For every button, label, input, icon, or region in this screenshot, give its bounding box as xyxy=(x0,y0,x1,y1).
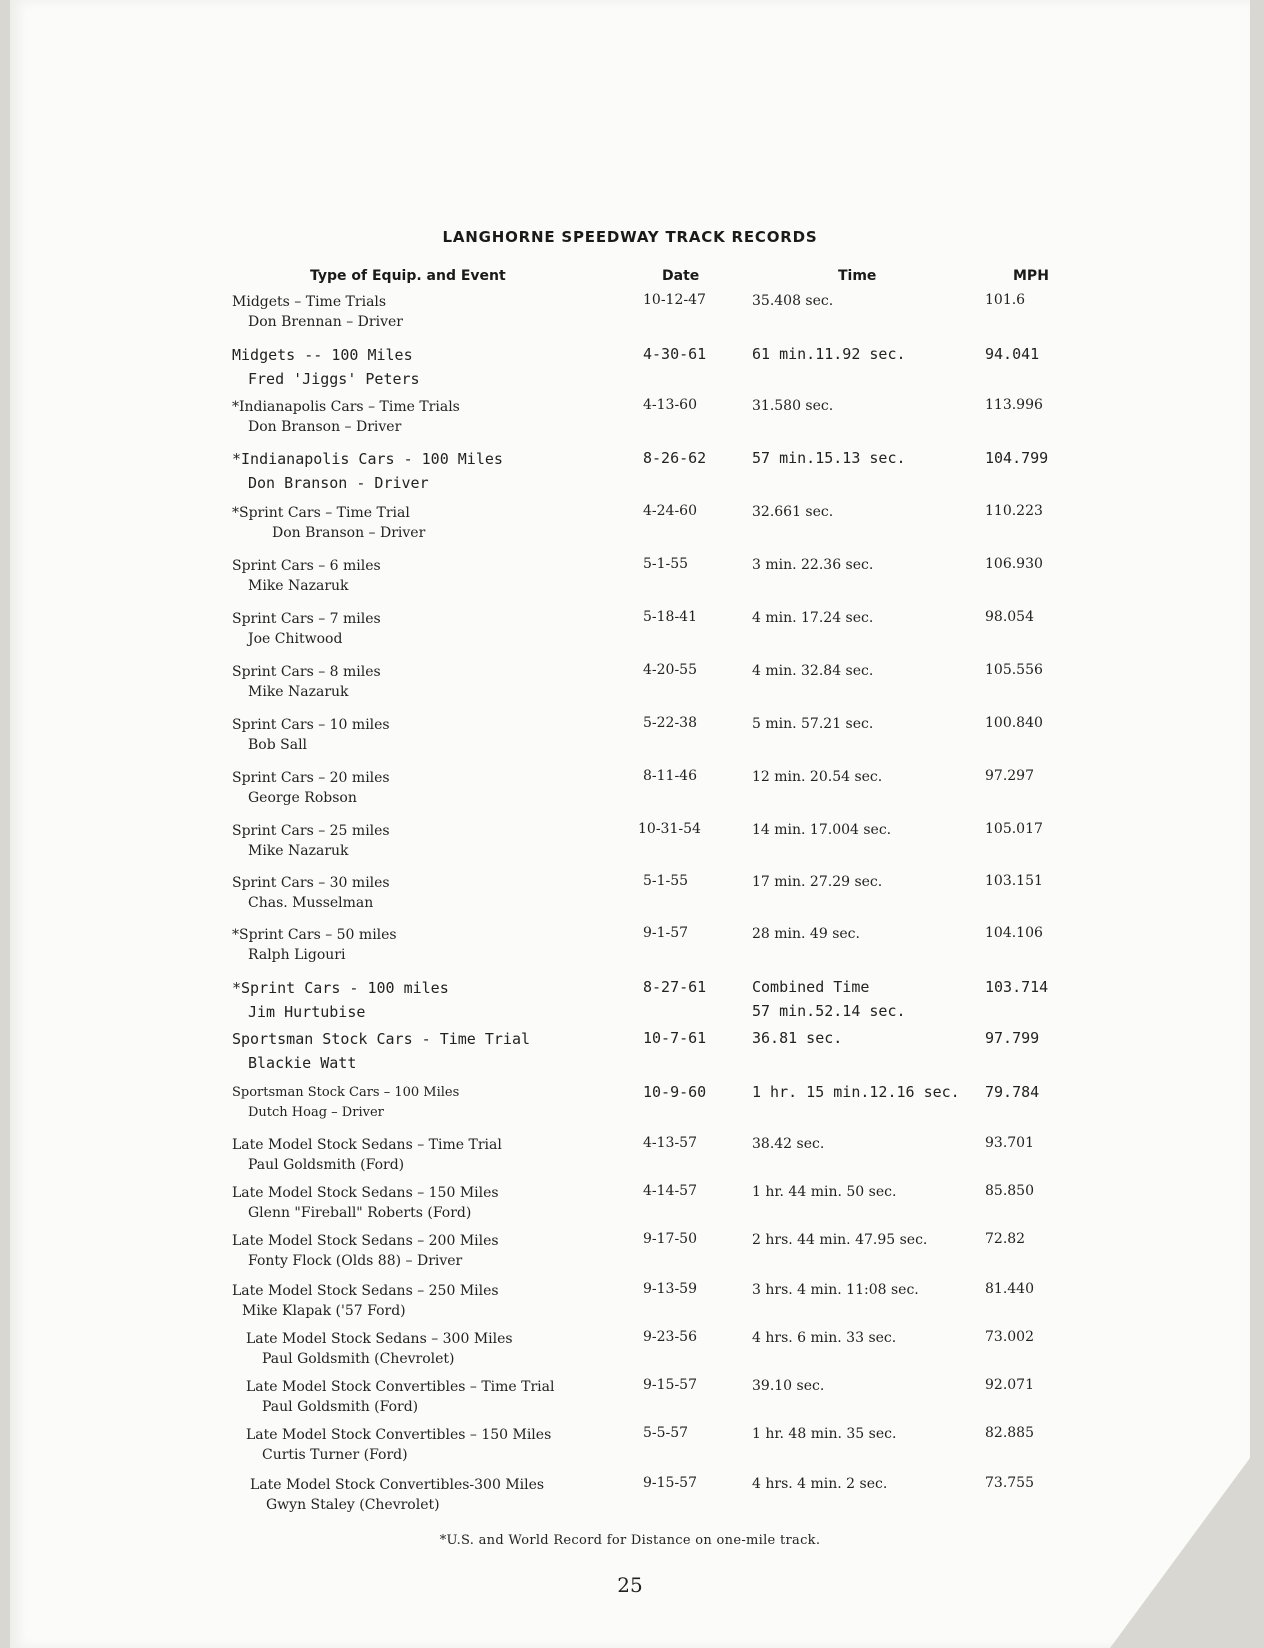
record-time xyxy=(752,765,882,789)
record-time-line: 4 hrs. 4 min. 2 sec. xyxy=(752,1476,888,1492)
record-driver: Fred 'Jiggs' Peters xyxy=(248,370,420,388)
record-driver: Don Brennan – Driver xyxy=(248,314,403,330)
record-time-line: 4 min. 32.84 sec. xyxy=(752,663,874,679)
record-date: 9-15-57 xyxy=(643,1475,697,1491)
record-row xyxy=(10,1377,1250,1425)
record-time xyxy=(752,1228,927,1252)
record-mph: 85.850 xyxy=(985,1183,1034,1199)
record-mph: 103.151 xyxy=(985,873,1043,889)
record-event-name: Late Model Stock Sedans – 300 Miles xyxy=(246,1331,513,1347)
record-date: 9-23-56 xyxy=(643,1329,697,1345)
record-date: 10-9-60 xyxy=(643,1083,707,1101)
record-mph: 93.701 xyxy=(985,1135,1034,1151)
footnote: *U.S. and World Record for Distance on one-mile track. xyxy=(439,1533,821,1548)
record-row xyxy=(10,397,1250,445)
record-mph: 104.799 xyxy=(985,449,1049,467)
record-time-line: 3 min. 22.36 sec. xyxy=(752,557,874,573)
record-date: 5-18-41 xyxy=(643,609,697,625)
record-row xyxy=(10,1329,1250,1377)
record-time-line: 38.42 sec. xyxy=(752,1136,825,1152)
record-mph: 73.755 xyxy=(985,1475,1034,1491)
record-date: 5-1-55 xyxy=(643,873,689,889)
record-driver: Don Branson – Driver xyxy=(248,419,402,435)
record-time-line: 17 min. 27.29 sec. xyxy=(752,874,883,890)
record-event xyxy=(232,768,390,808)
record-time xyxy=(752,1132,824,1156)
record-mph: 94.041 xyxy=(985,345,1040,363)
record-driver: Chas. Musselman xyxy=(248,895,374,911)
record-time-line: 28 min. 49 sec. xyxy=(752,926,860,942)
record-event xyxy=(232,447,503,495)
record-time-line: 4 min. 17.24 sec. xyxy=(752,610,874,626)
record-time xyxy=(752,659,873,683)
record-time xyxy=(752,1180,896,1204)
record-time xyxy=(752,289,833,313)
record-date: 4-24-60 xyxy=(643,503,697,519)
record-row xyxy=(10,1029,1250,1077)
record-event xyxy=(250,1475,544,1515)
record-driver: Paul Goldsmith (Ford) xyxy=(248,1157,405,1173)
record-mph: 97.297 xyxy=(985,768,1034,784)
record-event-name: *Sprint Cars - 100 miles xyxy=(232,979,449,997)
record-event xyxy=(232,925,397,965)
record-time xyxy=(752,342,906,366)
record-event xyxy=(232,292,403,332)
record-row xyxy=(10,768,1250,816)
record-mph: 97.799 xyxy=(985,1029,1040,1047)
record-row xyxy=(10,449,1250,497)
record-driver: Fonty Flock (Olds 88) – Driver xyxy=(248,1253,463,1269)
record-time xyxy=(752,922,860,946)
record-event-name: Midgets -- 100 Miles xyxy=(232,346,413,364)
record-date: 9-1-57 xyxy=(643,925,689,941)
record-row xyxy=(10,1135,1250,1183)
record-time xyxy=(752,1326,896,1350)
record-time-line: 3 hrs. 4 min. 11:08 sec. xyxy=(752,1282,919,1298)
record-mph: 98.054 xyxy=(985,609,1034,625)
record-event-name: Sportsman Stock Cars - Time Trial xyxy=(232,1030,531,1048)
record-driver: Don Branson – Driver xyxy=(272,525,426,541)
record-date: 4-13-60 xyxy=(643,397,697,413)
record-time xyxy=(752,553,873,577)
record-date: 5-22-38 xyxy=(643,715,697,731)
record-time xyxy=(752,1278,919,1302)
record-mph: 79.784 xyxy=(985,1083,1040,1101)
header-mph: MPH xyxy=(1013,268,1049,284)
record-mph: 82.885 xyxy=(985,1425,1034,1441)
record-mph: 81.440 xyxy=(985,1281,1034,1297)
record-time-line: 36.81 sec. xyxy=(752,1029,843,1047)
record-event xyxy=(232,1135,502,1175)
record-event xyxy=(232,343,420,391)
record-event xyxy=(246,1329,513,1369)
record-driver: Don Branson - Driver xyxy=(248,474,429,492)
record-row xyxy=(10,1231,1250,1279)
record-row xyxy=(10,978,1250,1026)
record-event-name: Midgets – Time Trials xyxy=(232,294,387,310)
record-mph: 73.002 xyxy=(985,1329,1034,1345)
record-row xyxy=(10,821,1250,869)
record-date: 4-30-61 xyxy=(643,345,707,363)
record-event xyxy=(232,1083,459,1123)
record-time-line: Combined Time xyxy=(752,978,870,996)
record-driver: Paul Goldsmith (Ford) xyxy=(262,1399,419,1415)
record-mph: 101.6 xyxy=(985,292,1026,308)
record-event xyxy=(232,397,460,437)
record-date: 8-11-46 xyxy=(643,768,697,784)
record-event-name: Sprint Cars – 25 miles xyxy=(232,823,390,839)
record-mph: 72.82 xyxy=(985,1231,1026,1247)
record-time-line: 39.10 sec. xyxy=(752,1378,825,1394)
record-event xyxy=(246,1377,554,1417)
record-date: 5-1-55 xyxy=(643,556,689,572)
record-row xyxy=(10,662,1250,710)
record-row xyxy=(10,556,1250,604)
record-time xyxy=(752,712,873,736)
record-event-name: Late Model Stock Sedans – 250 Miles xyxy=(232,1283,499,1299)
record-driver: Joe Chitwood xyxy=(248,631,343,647)
record-row xyxy=(10,925,1250,973)
record-row xyxy=(10,873,1250,921)
record-time-line: 5 min. 57.21 sec. xyxy=(752,716,874,732)
record-driver: Blackie Watt xyxy=(248,1054,357,1072)
record-mph: 113.996 xyxy=(985,397,1043,413)
record-event-name: Late Model Stock Sedans – 200 Miles xyxy=(232,1233,499,1249)
record-driver: George Robson xyxy=(248,790,357,806)
record-time xyxy=(752,1026,842,1050)
record-driver: Glenn "Fireball" Roberts (Ford) xyxy=(248,1205,472,1221)
record-date: 5-5-57 xyxy=(643,1425,689,1441)
record-event-name: *Indianapolis Cars - 100 Miles xyxy=(232,450,503,468)
record-time xyxy=(752,1080,960,1104)
record-driver: Jim Hurtubise xyxy=(248,1003,366,1021)
record-time xyxy=(752,870,882,894)
record-event-name: *Sprint Cars – Time Trial xyxy=(232,505,410,521)
record-mph: 106.930 xyxy=(985,556,1043,572)
record-date: 4-13-57 xyxy=(643,1135,697,1151)
record-row xyxy=(10,1425,1250,1473)
record-mph: 110.223 xyxy=(985,503,1043,519)
record-date: 4-20-55 xyxy=(643,662,697,678)
record-driver: Bob Sall xyxy=(248,737,308,753)
record-event-name: Late Model Stock Sedans – 150 Miles xyxy=(232,1185,499,1201)
record-event-name: Late Model Stock Convertibles-300 Miles xyxy=(250,1477,545,1493)
record-date: 9-13-59 xyxy=(643,1281,697,1297)
record-event xyxy=(232,1027,530,1075)
record-date: 9-15-57 xyxy=(643,1377,697,1393)
header-time: Time xyxy=(838,268,877,284)
record-event-name: *Indianapolis Cars – Time Trials xyxy=(232,399,460,415)
record-event xyxy=(232,1281,499,1321)
record-time-line: 61 min.11.92 sec. xyxy=(752,345,906,363)
record-driver: Gwyn Staley (Chevrolet) xyxy=(266,1497,440,1513)
record-date: 8-26-62 xyxy=(643,449,707,467)
record-mph: 105.556 xyxy=(985,662,1043,678)
record-event xyxy=(232,556,381,596)
record-mph: 92.071 xyxy=(985,1377,1034,1393)
record-time-line: 1 hr. 48 min. 35 sec. xyxy=(752,1426,897,1442)
record-driver: Ralph Ligouri xyxy=(248,947,346,963)
record-date: 10-12-47 xyxy=(643,292,706,308)
record-date: 8-27-61 xyxy=(643,978,707,996)
record-event-name: Sprint Cars – 7 miles xyxy=(232,611,381,627)
record-event xyxy=(232,662,381,702)
record-driver: Curtis Turner (Ford) xyxy=(262,1447,408,1463)
record-event xyxy=(232,1183,499,1223)
record-event xyxy=(232,503,425,543)
record-event xyxy=(232,976,449,1024)
header-date: Date xyxy=(662,268,700,284)
record-time xyxy=(752,1422,896,1446)
record-row xyxy=(10,1083,1250,1131)
record-event-name: Late Model Stock Sedans – Time Trial xyxy=(232,1137,502,1153)
record-time xyxy=(752,1374,824,1398)
record-time-line: 14 min. 17.004 sec. xyxy=(752,822,892,838)
record-time-line: 1 hr. 44 min. 50 sec. xyxy=(752,1184,897,1200)
record-driver: Mike Nazaruk xyxy=(248,843,349,859)
record-date: 10-31-54 xyxy=(638,821,701,837)
record-time-line: 35.408 sec. xyxy=(752,293,834,309)
record-time xyxy=(752,446,906,470)
record-event-name: Sportsman Stock Cars – 100 Miles xyxy=(232,1085,460,1100)
record-event xyxy=(232,715,390,755)
record-event-name: Sprint Cars – 6 miles xyxy=(232,558,381,574)
record-driver: Mike Klapak ('57 Ford) xyxy=(242,1303,406,1319)
record-event-name: Sprint Cars – 8 miles xyxy=(232,664,381,680)
header-event: Type of Equip. and Event xyxy=(310,268,506,284)
document-page xyxy=(10,0,1250,1648)
record-row xyxy=(10,609,1250,657)
record-event-name: *Sprint Cars – 50 miles xyxy=(232,927,397,943)
record-driver: Paul Goldsmith (Chevrolet) xyxy=(262,1351,455,1367)
record-event xyxy=(246,1425,551,1465)
record-time-line: 12 min. 20.54 sec. xyxy=(752,769,883,785)
record-time xyxy=(752,394,833,418)
record-mph: 103.714 xyxy=(985,978,1049,996)
record-event xyxy=(232,873,390,913)
record-date: 9-17-50 xyxy=(643,1231,697,1247)
record-time xyxy=(752,975,906,1023)
record-driver: Mike Nazaruk xyxy=(248,684,349,700)
record-time xyxy=(752,1472,887,1496)
record-mph: 100.840 xyxy=(985,715,1043,731)
record-time-line: 4 hrs. 6 min. 33 sec. xyxy=(752,1330,897,1346)
record-mph: 104.106 xyxy=(985,925,1043,941)
record-time-line: 57 min.15.13 sec. xyxy=(752,449,906,467)
record-row xyxy=(10,345,1250,393)
page-title: LANGHORNE SPEEDWAY TRACK RECORDS xyxy=(442,228,818,246)
record-driver: Mike Nazaruk xyxy=(248,578,349,594)
record-event xyxy=(232,821,390,861)
record-row xyxy=(10,292,1250,340)
record-row xyxy=(10,1281,1250,1329)
record-time xyxy=(752,818,891,842)
record-time-line-2: 57 min.52.14 sec. xyxy=(752,1002,906,1020)
record-driver: Dutch Hoag – Driver xyxy=(248,1105,384,1120)
record-row xyxy=(10,715,1250,763)
record-row xyxy=(10,1183,1250,1231)
record-event xyxy=(232,609,381,649)
record-time-line: 31.580 sec. xyxy=(752,398,834,414)
record-event-name: Late Model Stock Convertibles – 150 Miles xyxy=(246,1427,552,1443)
record-mph: 105.017 xyxy=(985,821,1043,837)
record-date: 4-14-57 xyxy=(643,1183,697,1199)
record-row xyxy=(10,1475,1250,1523)
record-event-name: Sprint Cars – 10 miles xyxy=(232,717,390,733)
record-time xyxy=(752,606,873,630)
record-time xyxy=(752,500,833,524)
record-time-line: 2 hrs. 44 min. 47.95 sec. xyxy=(752,1232,928,1248)
page-number: 25 xyxy=(617,1573,643,1597)
record-event-name: Late Model Stock Convertibles – Time Trial xyxy=(246,1379,555,1395)
record-row xyxy=(10,503,1250,551)
record-event xyxy=(232,1231,499,1271)
record-date: 10-7-61 xyxy=(643,1029,707,1047)
record-event-name: Sprint Cars – 30 miles xyxy=(232,875,390,891)
record-time-line: 1 hr. 15 min.12.16 sec. xyxy=(752,1083,960,1101)
record-event-name: Sprint Cars – 20 miles xyxy=(232,770,390,786)
record-time-line: 32.661 sec. xyxy=(752,504,834,520)
